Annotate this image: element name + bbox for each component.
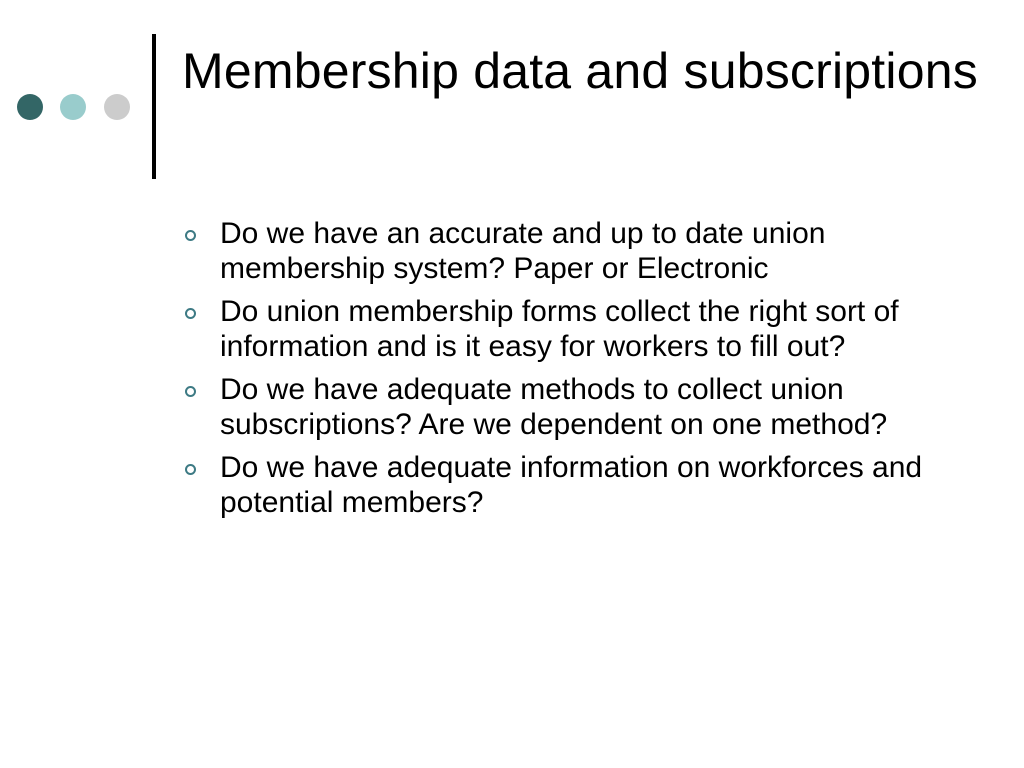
bullet-list <box>180 216 970 528</box>
list-item <box>180 450 970 520</box>
bullet-text: Do we have an accurate and up to date union membership system? Paper or Electronic <box>220 217 826 285</box>
list-item <box>180 294 970 364</box>
list-item <box>180 216 970 286</box>
circle-icon <box>60 94 86 120</box>
ring-bullet-icon <box>185 308 196 319</box>
list-item <box>180 372 970 442</box>
ring-bullet-icon <box>185 386 196 397</box>
decorative-dots <box>17 94 133 122</box>
ring-bullet-icon <box>185 230 196 241</box>
bullet-text: Do we have adequate methods to collect union subscriptions? Are we dependent on one method? <box>220 373 888 441</box>
title-divider <box>152 34 156 179</box>
circle-icon <box>17 94 43 120</box>
slide-title: Membership data and subscriptions <box>182 43 978 99</box>
circle-icon <box>104 94 130 120</box>
ring-bullet-icon <box>185 464 196 475</box>
bullet-text: Do union membership forms collect the right sort of information and is it easy for workers to fill out? <box>220 295 899 363</box>
bullet-text: Do we have adequate information on workforces and potential members? <box>220 451 923 519</box>
